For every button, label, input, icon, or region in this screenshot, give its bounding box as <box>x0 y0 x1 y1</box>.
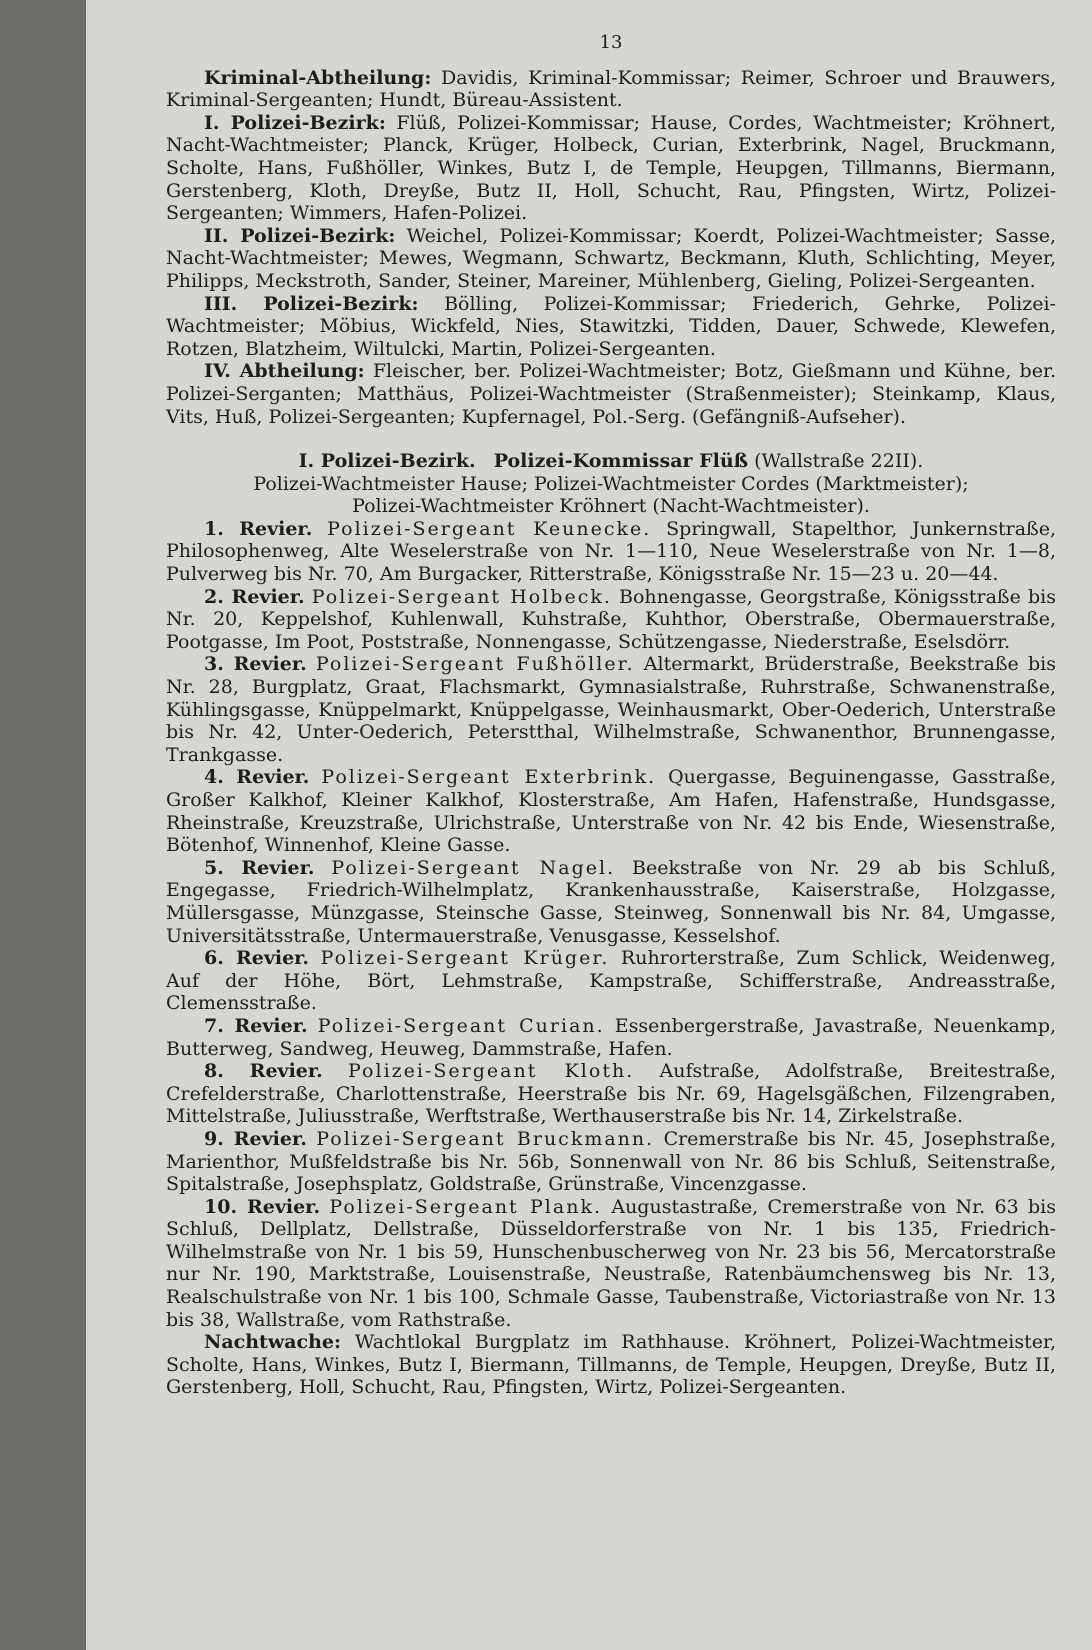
revier-label: 10. Revier. <box>204 1195 321 1218</box>
revier-officer: Polizei-Sergeant Curian. <box>317 1014 605 1037</box>
revier-officer: Polizei-Sergeant Nagel. <box>331 856 616 879</box>
bezirk2-heading: II. Polizei-Bezirk: <box>204 224 396 247</box>
revier-label: 4. Revier. <box>204 766 310 789</box>
page-text <box>166 32 1056 1399</box>
document-page <box>86 0 1092 1650</box>
revier-label: 7. Revier. <box>204 1014 308 1037</box>
abt4-paragraph <box>166 360 1056 428</box>
revier-streets: Cremerstraße bis Nr. 45, Josephstraße, Marienthor, Mußfeldstraße bis Nr. 56b, Sonnenwall von Nr. 86 bis Schluß, Seitenstraße, Spitalstraße, Josephsplatz, Goldstraße, Grünstraße, Vincenzgasse. <box>166 1127 1057 1196</box>
revier-officer: Polizei-Sergeant Bruckmann. <box>316 1127 655 1150</box>
bezirk2-text: Weichel, Polizei-Kommissar; Koerdt, Polizei-Wachtmeister; Sasse, Nacht-Wachtmeister; Mewes, Wegmann, Schwartz, Beckmann, Kluth, Schlichting, Meyer, Philipps, Meckstroth, Sander, Steiner, Mareiner, Mühlenberg, Gieling, Polizei-Sergeanten. <box>166 224 1056 292</box>
revier-streets: Altermarkt, Brüderstraße, Beekstraße bis Nr. 28, Burgplatz, Graat, Flachsmarkt, Gymnasialstraße, Ruhrstraße, Schwanenstraße, Kühlingsgasse, Knüppelmarkt, Knüppelgasse, Weinhausmarkt, Ober-Oederich, Unterstraße bis Nr. 42, Unter-Oederich, Peterstthal, Wilhelmstraße, Schwanenthor, Brunnengasse, Trankgasse. <box>166 653 1056 766</box>
revier-2 <box>166 586 1056 654</box>
revier-officer: Polizei-Sergeant Fußhöller. <box>315 653 635 676</box>
section-title-address: (Wallstraße 22II). <box>754 450 924 473</box>
kriminal-paragraph <box>166 67 1056 112</box>
revier-officer: Polizei-Sergeant Kloth. <box>348 1060 635 1083</box>
revier-10 <box>166 1196 1056 1332</box>
bezirk3-heading: III. Polizei-Bezirk: <box>204 292 419 315</box>
section-title-left: I. Polizei-Bezirk. <box>298 450 476 473</box>
nachtwache-paragraph <box>166 1331 1056 1399</box>
revier-officer: Polizei-Sergeant Exterbrink. <box>321 766 657 789</box>
revier-streets: Beekstraße von Nr. 29 ab bis Schluß, Engegasse, Friedrich-Wilhelmplatz, Krankenhausstraße, Kaiserstraße, Holzgasse, Müllersgasse, Münzgasse, Steinsche Gasse, Steinweg, Sonnenwall bis Nr. 84, Umgasse, Universitätsstraße, Untermauerstraße, Venusgasse, Kesselshof. <box>166 856 1056 947</box>
revier-label: 3. Revier. <box>204 653 307 676</box>
revier-label: 6. Revier. <box>204 947 310 970</box>
section-line-1: Polizei-Wachtmeister Hause; Polizei-Wachtmeister Cordes (Marktmeister); <box>253 472 969 495</box>
revier-7 <box>166 1015 1056 1060</box>
revier-streets: Augustastraße, Cremerstraße von Nr. 63 bis Schluß, Dellplatz, Dellstraße, Düsseldorferstraße von Nr. 1 bis 135, Friedrich-Wilhelmstraße von Nr. 1 bis 59, Hunschenbuscherweg von Nr. 23 bis 56, Mercatorstraße nur Nr. 190, Marktstraße, Louisenstraße, Neustraße, Ratenbäumchensweg bis Nr. 13, Realschulstraße von Nr. 1 bis 100, Schmale Gasse, Taubenstraße, Victoriastraße von Nr. 13 bis 38, Wallstraße, vom Rathstraße. <box>166 1195 1056 1331</box>
revier-streets: Bohnengasse, Georgstraße, Königsstraße bis Nr. 20, Keppelshof, Kuhlenwall, Kuhstraße, Kuhthor, Oberstraße, Obermauerstraße, Pootgasse, Im Poot, Poststraße, Nonnengasse, Schützengasse, Niederstraße, Eselsdörr. <box>166 585 1056 653</box>
section-line-2: Polizei-Wachtmeister Kröhnert (Nacht-Wachtmeister). <box>352 495 870 518</box>
page-number: 13 <box>599 32 623 53</box>
bezirk3-paragraph <box>166 293 1056 361</box>
bezirk3-text: Bölling, Polizei-Kommissar; Friederich, Gehrke, Polizei-Wachtmeister; Möbius, Wickfeld, Nies, Stawitzki, Tidden, Dauer, Schwede, Klewefen, Rotzen, Blatzheim, Wiltulcki, Martin, Polizei-Sergeanten. <box>166 292 1056 360</box>
revier-streets: Essenbergerstraße, Javastraße, Neuenkamp, Butterweg, Sandweg, Heuweg, Dammstraße, Hafen. <box>166 1014 1057 1060</box>
section-spacer <box>166 428 1056 450</box>
revier-label: 2. Revier. <box>204 585 305 608</box>
revier-1 <box>166 518 1056 586</box>
kriminal-heading: Kriminal-Abtheilung: <box>204 66 432 89</box>
revier-6 <box>166 947 1056 1015</box>
nachtwache-heading: Nachtwache: <box>204 1331 341 1354</box>
revier-label: 9. Revier. <box>204 1127 307 1150</box>
nachtwache-text: Wachtlokal Burgplatz im Rathhause. Kröhnert, Polizei-Wachtmeister, Scholte, Hans, Winkes, Butz I, Biermann, Tillmanns, de Temple, Heupgen, Dreyße, Butz II, Gerstenberg, Holl, Schucht, Rau, Pfingsten, Wirtz, Polizei-Sergeanten. <box>166 1331 1057 1399</box>
revier-3 <box>166 653 1056 766</box>
revier-label: 5. Revier. <box>204 856 315 879</box>
revier-streets: Aufstraße, Adolfstraße, Breitestraße, Crefelderstraße, Charlottenstraße, Heerstraße bis Nr. 69, Hagelsgäßchen, Filzengraben, Mittelstraße, Juliusstraße, Werftstraße, Werthauserstraße bis Nr. 14, Zirkelstraße. <box>166 1060 1056 1128</box>
revier-officer: Polizei-Sergeant Plank. <box>329 1195 603 1218</box>
revier-officer: Polizei-Sergeant Krüger. <box>320 947 610 970</box>
revier-label: 1. Revier. <box>204 517 313 540</box>
kriminal-text: Davidis, Kriminal-Kommissar; Reimer, Schroer und Brauwers, Kriminal-Sergeanten; Hundt, Büreau-Assistent. <box>166 66 1056 112</box>
revier-officer: Polizei-Sergeant Holbeck. <box>311 585 612 608</box>
revier-4 <box>166 766 1056 856</box>
revier-streets: Quergasse, Beguinengasse, Gasstraße, Großer Kalkhof, Kleiner Kalkhof, Klosterstraße, Am Hafen, Hafenstraße, Hundsgasse, Rheinstraße, Kreuzstraße, Ulrichstraße, Unterstraße von Nr. 42 bis Ende, Wiesenstraße, Bötenhof, Winnenhof, Kleine Gasse. <box>166 766 1056 857</box>
revier-streets: Ruhrorterstraße, Zum Schlick, Weidenweg, Auf der Höhe, Bört, Lehmstraße, Kampstraße, Schifferstraße, Andreasstraße, Clemensstraße. <box>166 947 1056 1015</box>
abt4-heading: IV. Abtheilung: <box>204 360 365 383</box>
revier-officer: Polizei-Sergeant Keunecke. <box>327 517 652 540</box>
section-title <box>166 450 1056 473</box>
revier-8 <box>166 1060 1056 1128</box>
bezirk1-text: Flüß, Polizei-Kommissar; Hause, Cordes, Wachtmeister; Kröhnert, Nacht-Wachtmeister; Planck, Krüger, Holbeck, Curian, Exterbrink, Nagel, Bruckmann, Scholte, Hans, Fußhöller, Winkes, Butz I, de Temple, Heupgen, Tillmanns, Biermann, Gerstenberg, Kloth, Dreyße, Butz II, Holl, Schucht, Rau, Pfingsten, Wirtz, Polizei-Sergeanten; Wimmers, Hafen-Polizei. <box>166 111 1056 225</box>
bezirk1-paragraph <box>166 112 1056 225</box>
revier-streets: Springwall, Stapelthor, Junkernstraße, Philosophenweg, Alte Weselerstraße von Nr. 1—110, Neue Weselerstraße von Nr. 1—8, Pulverweg bis Nr. 70, Am Burgacker, Ritterstraße, Königsstraße Nr. 15—23 u. 20—44. <box>166 517 1057 586</box>
bezirk2-paragraph <box>166 225 1056 293</box>
revier-5 <box>166 857 1056 947</box>
revier-list <box>166 518 1056 1331</box>
bezirk1-heading: I. Polizei-Bezirk: <box>204 111 386 134</box>
section-title-right: Polizei-Kommissar Flüß <box>493 450 749 473</box>
revier-9 <box>166 1128 1056 1196</box>
abt4-text: Fleischer, ber. Polizei-Wachtmeister; Botz, Gießmann und Kühne, ber. Polizei-Serganten; Matthäus, Polizei-Wachtmeister (Straßenmeister); Steinkamp, Klaus, Vits, Huß, Polizei-Sergeanten; Kupfernagel, Pol.-Serg. (Gefängniß-Aufseher). <box>166 360 1056 428</box>
revier-label: 8. Revier. <box>204 1060 323 1083</box>
